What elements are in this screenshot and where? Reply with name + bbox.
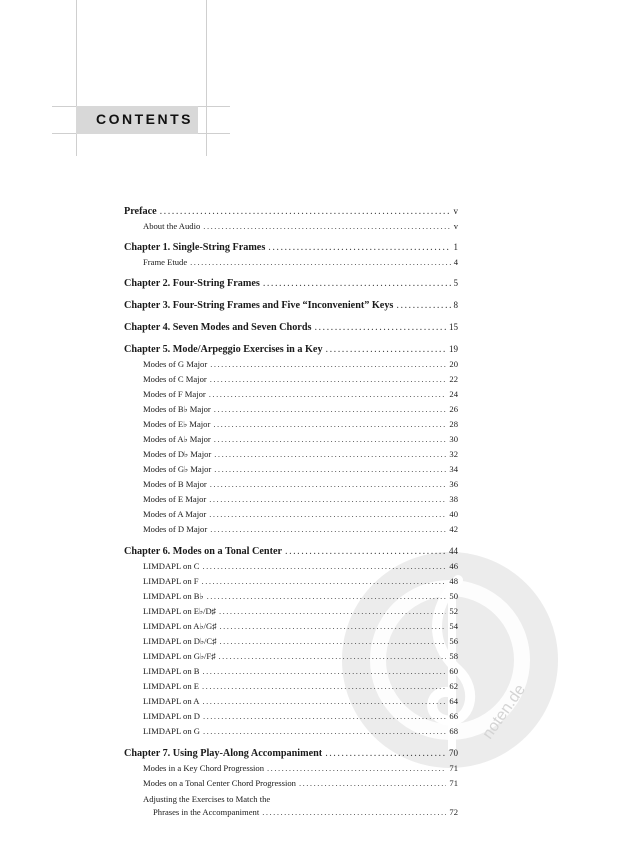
- toc-entry-row[interactable]: [124, 419, 458, 430]
- toc-page-number: 26: [449, 404, 458, 414]
- toc-entry-row[interactable]: [124, 374, 458, 384]
- dot-leader: [214, 449, 446, 459]
- dot-leader: [219, 606, 446, 616]
- toc-entry-label: Adjusting the Exercises to Match the: [143, 794, 271, 804]
- toc-page-number: 60: [449, 666, 458, 676]
- toc-entry-row[interactable]: [124, 606, 458, 617]
- toc-entry-label: Modes of C Major: [143, 374, 207, 384]
- toc-entry-row[interactable]: [124, 561, 458, 571]
- toc-page-number: 32: [449, 449, 458, 459]
- dot-leader: [214, 434, 447, 444]
- toc-entry-label: Chapter 3. Four-String Frames and Five “Inconvenient” Keys: [124, 300, 394, 311]
- toc-entry-label: Modes on a Tonal Center Chord Progression: [143, 778, 296, 788]
- toc-page-number: 44: [449, 546, 458, 556]
- toc-entry-row[interactable]: [124, 434, 458, 445]
- dot-leader: [203, 666, 447, 676]
- toc-entry-label: Chapter 4. Seven Modes and Seven Chords: [124, 322, 312, 333]
- toc-entry-row[interactable]: [124, 794, 458, 804]
- toc-entry-label: Modes of D♭ Major: [143, 449, 212, 459]
- dot-leader: [202, 576, 447, 586]
- toc-entry-row[interactable]: [124, 763, 458, 773]
- toc-entry-row[interactable]: [124, 651, 458, 662]
- dot-leader: [210, 359, 446, 369]
- toc-page-number: 50: [449, 591, 458, 601]
- toc-page-number: 15: [449, 322, 458, 332]
- dot-leader: [207, 591, 447, 601]
- toc-chapter-row[interactable]: [124, 344, 458, 355]
- toc-entry-row[interactable]: [124, 711, 458, 721]
- dot-leader: [203, 696, 447, 706]
- toc-entry-label: Modes in a Key Chord Progression: [143, 763, 265, 773]
- dot-leader: [219, 651, 447, 661]
- dot-leader: [203, 726, 446, 736]
- toc-entry-label: Modes of G Major: [143, 359, 208, 369]
- toc-page-number: 58: [449, 651, 458, 661]
- toc-page-number: 66: [449, 711, 458, 721]
- toc-page-number: 40: [449, 509, 458, 519]
- toc-entry-label: LIMDAPL on A♭/G♯: [143, 621, 217, 631]
- toc-page-number: 36: [449, 479, 458, 489]
- dot-leader: [219, 636, 446, 646]
- dot-leader: [396, 300, 450, 311]
- toc-entry-row[interactable]: [124, 621, 458, 632]
- toc-entry-row[interactable]: [124, 807, 458, 817]
- dot-leader: [214, 464, 446, 474]
- page-title: CONTENTS: [96, 111, 193, 127]
- toc-entry-label: Modes of E Major: [143, 494, 207, 504]
- toc-entry-label: LIMDAPL on E: [143, 681, 200, 691]
- toc-entry-label: Chapter 5. Mode/Arpeggio Exercises in a Key: [124, 344, 323, 355]
- toc-chapter-row[interactable]: [124, 322, 458, 333]
- toc-entry-label: LIMDAPL on E♭/D♯: [143, 606, 216, 616]
- toc-entry-label: LIMDAPL on C: [143, 561, 200, 571]
- toc-page-number: 52: [449, 606, 458, 616]
- toc-entry-row[interactable]: [124, 464, 458, 475]
- dot-leader: [210, 374, 447, 384]
- toc-entry-label: LIMDAPL on A: [143, 696, 200, 706]
- toc-page-number: 28: [449, 419, 458, 429]
- dot-leader: [209, 389, 447, 399]
- toc-entry-label: Modes of D Major: [143, 524, 208, 534]
- toc-chapter-row[interactable]: [124, 278, 458, 289]
- toc-entry-row[interactable]: [124, 524, 458, 534]
- toc-page-number: 64: [449, 696, 458, 706]
- toc-entry-row[interactable]: [124, 359, 458, 369]
- toc-entry-label: Modes of G♭ Major: [143, 464, 212, 474]
- toc-entry-row[interactable]: [124, 666, 458, 676]
- toc-page-number: 56: [449, 636, 458, 646]
- toc-page-number: 38: [449, 494, 458, 504]
- toc-entry-label: Chapter 7. Using Play-Along Accompaniment: [124, 748, 323, 759]
- toc-page-number: 22: [449, 374, 458, 384]
- toc-page-number: 5: [453, 278, 458, 288]
- toc-page-number: 71: [449, 778, 458, 788]
- dot-leader: [210, 479, 447, 489]
- toc-entry-row[interactable]: [124, 681, 458, 691]
- toc-page-number: 34: [449, 464, 458, 474]
- toc-entry-label: LIMDAPL on D♭/C♯: [143, 636, 217, 646]
- toc-chapter-row[interactable]: [124, 206, 458, 217]
- dot-leader: [263, 278, 451, 289]
- dot-leader: [160, 206, 451, 217]
- toc-entry-row[interactable]: [124, 591, 458, 602]
- toc-entry-label: LIMDAPL on G♭/F♯: [143, 651, 216, 661]
- toc-entry-label: Phrases in the Accompaniment: [153, 807, 260, 817]
- toc-page-number: 42: [449, 524, 458, 534]
- toc-chapter-row[interactable]: [124, 546, 458, 557]
- toc-page-number: 68: [449, 726, 458, 736]
- toc-page-number: 48: [449, 576, 458, 586]
- toc-page-number: 46: [449, 561, 458, 571]
- dot-leader: [268, 242, 450, 253]
- toc-entry-label: Frame Etude: [143, 257, 188, 267]
- toc-page-number: 54: [449, 621, 458, 631]
- toc-entry-row[interactable]: [124, 404, 458, 415]
- toc-page-number: 70: [449, 748, 458, 758]
- toc-entry-row[interactable]: [124, 221, 458, 231]
- toc-entry-row[interactable]: [124, 494, 458, 504]
- toc-entry-label: Chapter 2. Four-String Frames: [124, 278, 260, 289]
- dot-leader: [190, 257, 451, 267]
- toc-page-number: 72: [449, 807, 458, 817]
- toc-entry-label: LIMDAPL on B♭: [143, 591, 204, 601]
- toc-page-number: 62: [449, 681, 458, 691]
- dot-leader: [202, 681, 446, 691]
- toc-entry-row[interactable]: [124, 726, 458, 736]
- toc-chapter-row[interactable]: [124, 300, 458, 311]
- toc-entry-label: Modes of B♭ Major: [143, 404, 211, 414]
- toc-page-number: 19: [449, 344, 458, 354]
- toc-entry-label: Modes of A Major: [143, 509, 207, 519]
- dot-leader: [326, 344, 446, 355]
- dot-leader: [203, 221, 450, 231]
- toc-entry-label: Chapter 1. Single-String Frames: [124, 242, 266, 253]
- toc-entry-label: About the Audio: [143, 221, 201, 231]
- toc-entry-row[interactable]: [124, 389, 458, 399]
- toc-entry-row[interactable]: [124, 257, 458, 267]
- watermark-text: noten.de: [479, 681, 529, 743]
- toc-entry-row[interactable]: [124, 778, 458, 788]
- toc-page-number: 20: [449, 359, 458, 369]
- dot-leader: [314, 322, 446, 333]
- toc-page-number: 8: [453, 300, 458, 310]
- dot-leader: [299, 778, 446, 788]
- toc-entry-label: LIMDAPL on B: [143, 666, 200, 676]
- toc-entry-row[interactable]: [124, 509, 458, 519]
- toc-entry-row[interactable]: [124, 479, 458, 489]
- toc-page-number: v: [453, 221, 458, 231]
- dot-leader: [219, 621, 446, 631]
- toc-chapter-row[interactable]: [124, 242, 458, 253]
- toc-entry-row[interactable]: [124, 449, 458, 460]
- toc-entry-label: Modes of B Major: [143, 479, 207, 489]
- dot-leader: [210, 524, 446, 534]
- toc-page-number: v: [453, 206, 458, 216]
- dot-leader: [262, 807, 446, 817]
- toc-entry-row[interactable]: [124, 696, 458, 706]
- toc-entry-row[interactable]: [124, 636, 458, 647]
- toc-entry-label: Preface: [124, 206, 157, 217]
- toc-entry-label: Modes of F Major: [143, 389, 206, 399]
- dot-leader: [285, 546, 446, 557]
- dot-leader: [213, 419, 446, 429]
- dot-leader: [209, 509, 446, 519]
- toc-entry-label: Modes of A♭ Major: [143, 434, 211, 444]
- dot-leader: [203, 561, 447, 571]
- dot-leader: [209, 494, 446, 504]
- toc-page-number: 24: [449, 389, 458, 399]
- toc-page-number: 1: [453, 242, 458, 252]
- toc-entry-label: Chapter 6. Modes on a Tonal Center: [124, 546, 283, 557]
- toc-chapter-row[interactable]: [124, 748, 458, 759]
- toc-page-number: 4: [453, 257, 458, 267]
- toc-page-number: 30: [449, 434, 458, 444]
- dot-leader: [203, 711, 446, 721]
- dot-leader: [325, 748, 446, 759]
- toc-entry-label: LIMDAPL on F: [143, 576, 199, 586]
- toc-entry-label: LIMDAPL on G: [143, 726, 200, 736]
- toc-entry-row[interactable]: [124, 576, 458, 586]
- toc-entry-label: LIMDAPL on D: [143, 711, 200, 721]
- toc-page-number: 71: [449, 763, 458, 773]
- dot-leader: [267, 763, 446, 773]
- dot-leader: [214, 404, 447, 414]
- toc-entry-label: Modes of E♭ Major: [143, 419, 211, 429]
